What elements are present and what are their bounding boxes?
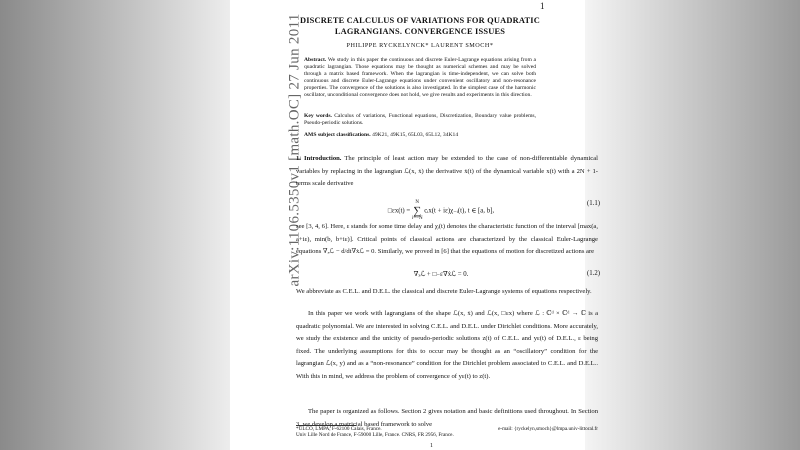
section-heading: 1. Introduction.	[296, 155, 342, 162]
title-line-1: DISCRETE CALCULUS OF VARIATIONS FOR QUADRATIC	[299, 16, 541, 25]
title-line-2: LAGRANGIANS. CONVERGENCE ISSUES	[334, 27, 506, 36]
authors: PHILIPPE RYCKELYNCK* LAURENT SMOCH*	[346, 42, 494, 49]
ams-label: AMS subject classifications.	[304, 132, 371, 138]
eq1-rhs: cᵢx(t + iε)χ₋ᵢ(t), t ∈ [a, b],	[424, 207, 495, 215]
intro-paragraph-3: We abbreviate as C.E.L. and D.E.L. the classical and discrete Euler-Lagrange systems of equations respectively.	[296, 288, 592, 295]
sum-bottom: i=−N	[411, 216, 423, 221]
equation-number-1-1: (1.1)	[586, 200, 600, 207]
keywords-text: Calculus of variations, Functional equations, Discretization, Boundary value problems, Pseudo-periodic solutions.	[304, 113, 536, 127]
footnote-line-2: Univ Lille Nord de France, F-59000 Lille, France. CNRS, FR 2956, France.	[296, 432, 454, 439]
intro-paragraph-2: see [3, 4, 6]. Here, ε stands for some time delay and χᵢ(t) denotes the characteristic function of the interval [max(a, a+iε), min(b, b+iε)]. Critical points of classical actions are characterized by the classical Euler-Lagrange equations ∇ₓℒ − d/dt∇ẋℒ = 0. Similarly, we proved in [6] that the equations of motion for discretized actions are	[296, 223, 598, 255]
viewer-left-margin	[0, 0, 230, 450]
abstract-text: We study in this paper the continuous and discrete Euler-Lagrange equations arising from a quadratic lagrangian. Those equations may be thought as numerical schemes and may be solved through a matrix based framework. When the lagrangian is time-independent, we can solve both continuous and discrete Euler-Lagrange equations under convenient oscillatory and non-resonance properties. The convergence of the solutions is also investigated. In the simplest case of the harmonic oscillator, unconditional convergence does not hold, we give results and experiments in this direction.	[304, 57, 536, 99]
equation-1-2-expression: ∇ₓℒ + □₋ε∇ẋℒ = 0.	[413, 271, 469, 278]
intro-paragraph-4: In this paper we work with lagrangians of the shape ℒ(x, ẋ) and ℒ(x, □εx) where ℒ : ℂᵈ × ℂᵈ → ℂ is a quadratic polynomial. We are interested in solving C.E.L. and D.E.L. under Dirichlet conditions. More accurately, we study the existence and the unicity of pseudo-periodic solutions z(t) of C.E.L. and yε(t) of D.E.L., ε being fixed. The underlying assumptions for this to occur may be thought as an “oscillatory” condition for the lagrangian ℒ(x, y) and as a “non-resonance” condition for the Dirichlet problem associated to C.E.L. and D.E.L.. With this in mind, we address the problem of convergence of yε(t) to z(t).	[296, 310, 598, 380]
top-page-number: 1	[540, 1, 545, 11]
footnote-affiliation: *ULCO, LMPA, F-62100 Calais, France.	[296, 426, 382, 432]
equation-1-1	[296, 200, 598, 220]
equation-1-1-expression	[296, 200, 586, 222]
keywords	[304, 113, 536, 127]
intro-paragraph-1	[296, 153, 598, 191]
equation-number-1-2: (1.2)	[586, 270, 600, 277]
sigma-symbol: ∑	[413, 205, 422, 217]
ams-text: 49K21, 49K15, 65L03, 65L12, 34K14	[372, 132, 459, 138]
abstract-label: Abstract.	[304, 57, 327, 63]
eq1-lhs: □εx(t) =	[387, 207, 411, 215]
keywords-label: Key words.	[304, 113, 332, 119]
sum-top: N	[415, 200, 420, 205]
bottom-page-number: 1	[430, 443, 433, 449]
paper-title	[285, 15, 555, 37]
intro-p1-text: The principle of least action may be extended to the case of non-differentiable dynamical variables by replacing in the lagrangian ℒ(x, ẋ) the derivative ẋ(t) of the dynamical variable x(t) with a 2N + 1-terms scale derivative	[296, 155, 598, 187]
arxiv-identifier: arXiv:1106.5350v1 [math.OC] 27 Jun 2011	[286, 13, 303, 287]
ams-classifications	[304, 132, 536, 139]
abstract	[304, 57, 536, 100]
footnote	[296, 426, 598, 439]
pdf-page[interactable]	[230, 0, 600, 450]
intro-paragraph-5: The paper is organized as follows. Section 2 gives notation and basic definitions used throughout. In Section 3, we develop a matricial based framework to solve	[296, 408, 598, 428]
footnote-email: e-mail: {ryckelyn,smoch}@lmpa.univ-littoral.fr	[498, 426, 598, 432]
viewer-right-margin	[585, 0, 800, 450]
summation	[412, 200, 423, 222]
